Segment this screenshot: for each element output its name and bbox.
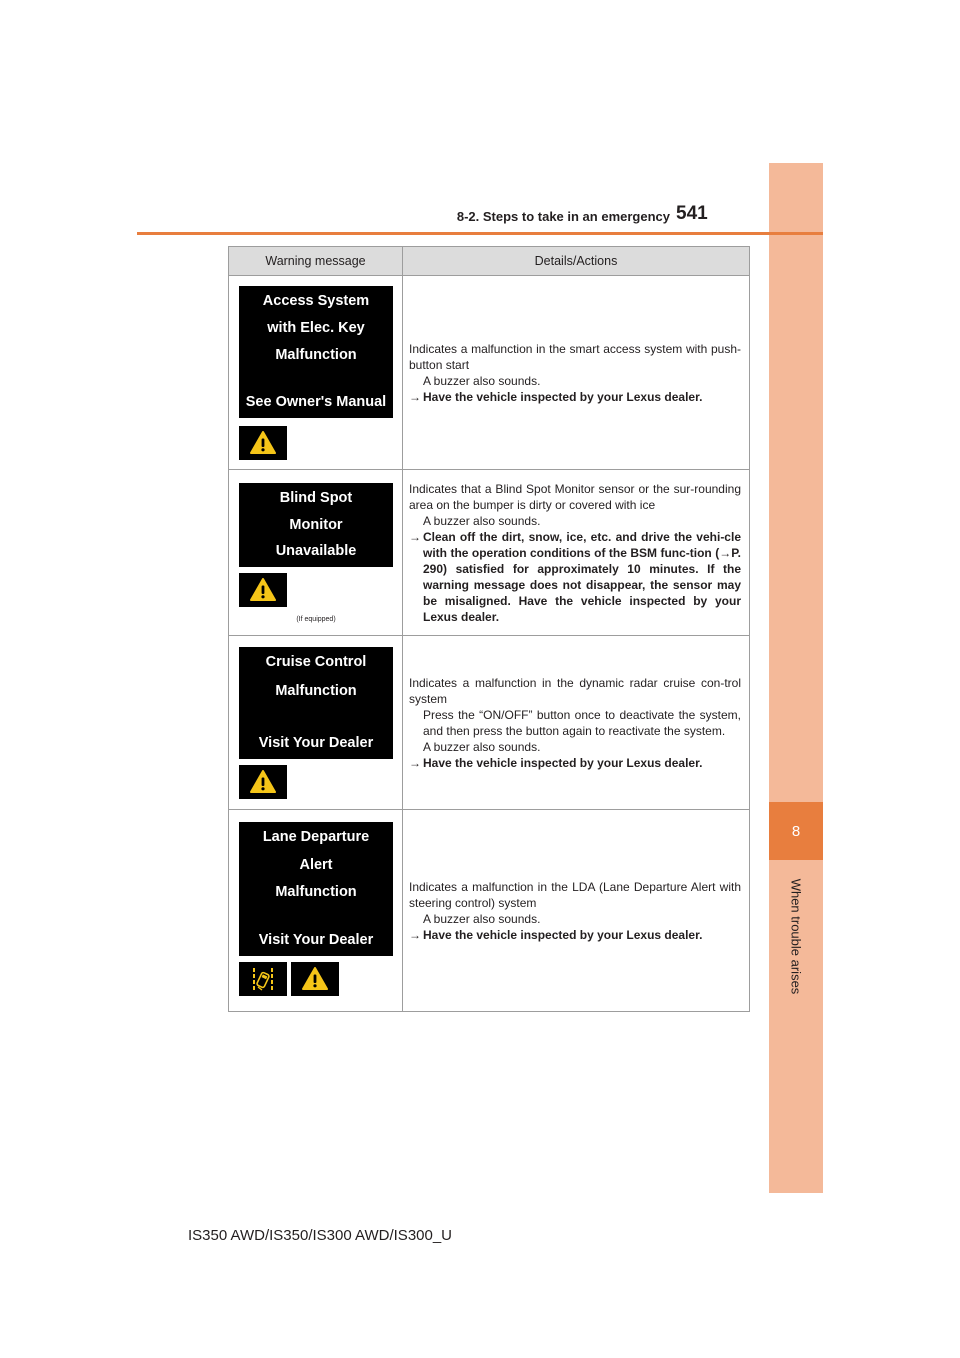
column-header-warning-message: Warning message: [229, 247, 403, 276]
detail-subline: Press the “ON/OFF” button once to deactivate the system, and then press the button again to reactivate the system.: [423, 707, 741, 738]
header-rule: [137, 232, 823, 235]
detail-subline: A buzzer also sounds.: [423, 373, 541, 388]
details-cell: [403, 810, 750, 1012]
display-line: Cruise Control: [265, 654, 367, 670]
warning-icon: [239, 765, 287, 799]
multi-info-display-message: [239, 647, 393, 759]
warning-icon: [291, 962, 339, 996]
display-line: Malfunction: [275, 683, 357, 700]
warning-message-table: [228, 246, 750, 1012]
detail-subline: A buzzer also sounds.: [423, 911, 541, 926]
display-line: See Owner's Manual: [245, 394, 387, 410]
display-line: Blind Spot: [279, 490, 353, 506]
table-row: [229, 470, 750, 636]
details-cell: [403, 470, 750, 636]
detail-text: Indicates that a Blind Spot Monitor sensor or the sur-rounding area on the bumper is dirty or covered with ice: [409, 481, 741, 512]
if-equipped-note: (If equipped): [296, 616, 336, 623]
details-cell: [403, 276, 750, 470]
warning-image-cell: [229, 810, 403, 1012]
display-line: with Elec. Key: [267, 320, 365, 336]
warning-image-cell: [229, 636, 403, 810]
action-text: → Have the vehicle inspected by your Lexus dealer.: [409, 927, 703, 942]
chapter-title-vertical: [786, 870, 806, 1002]
display-line: Lane Departure: [262, 829, 370, 845]
page-number: 541: [676, 203, 708, 224]
action-text: → Have the vehicle inspected by your Lexus dealer.: [409, 755, 703, 770]
detail-subline: A buzzer also sounds.: [423, 739, 541, 754]
table-row: [229, 810, 750, 1012]
display-line: Monitor: [289, 516, 343, 533]
display-line: Visit Your Dealer: [258, 734, 374, 751]
warning-icon: [239, 573, 287, 607]
warning-image-cell: [229, 470, 403, 636]
action-text: → Clean off the dirt, snow, ice, etc. and drive the vehi-cle with the operation conditions of the BSM func-tion (→P. 290) satisfied for approximately 10 minutes. If the warning message does not disappear, the sensor may be misaligned. Have the vehicle inspected by your Lexus dealer.: [409, 529, 741, 624]
display-line: Visit Your Dealer: [258, 932, 374, 948]
warning-image-cell: [229, 276, 403, 470]
warning-icon: [239, 426, 287, 460]
detail-text: Indicates a malfunction in the dynamic radar cruise con-trol system: [409, 675, 741, 706]
lane-departure-icon: [239, 962, 287, 996]
detail-text: Indicates a malfunction in the smart access system with push-button start: [409, 341, 741, 372]
display-line: Access System: [262, 293, 370, 309]
column-header-details: Details/Actions: [403, 247, 750, 276]
detail-text: Indicates a malfunction in the LDA (Lane Departure Alert with steering control) system: [409, 879, 741, 910]
display-line: Alert: [299, 856, 333, 873]
detail-subline: A buzzer also sounds.: [423, 513, 541, 528]
table-header-row: [229, 247, 750, 276]
section-title: 8-2. Steps to take in an emergency: [456, 209, 670, 224]
details-cell: [403, 636, 750, 810]
multi-info-display-message: [239, 286, 393, 418]
display-line: Unavailable: [275, 543, 357, 559]
chapter-title: When trouble arises: [788, 878, 804, 994]
multi-info-display-message: [239, 822, 393, 956]
chapter-side-tab: [769, 163, 823, 1193]
display-line: Malfunction: [275, 884, 357, 900]
action-text: → Have the vehicle inspected by your Lexus dealer.: [409, 389, 703, 404]
chapter-number: 8: [769, 802, 823, 860]
table-row: [229, 636, 750, 810]
multi-info-display-message: [239, 483, 393, 567]
model-footer: IS350 AWD/IS350/IS300 AWD/IS300_U: [187, 1227, 453, 1244]
table-row: [229, 276, 750, 470]
display-line: Malfunction: [275, 347, 357, 363]
